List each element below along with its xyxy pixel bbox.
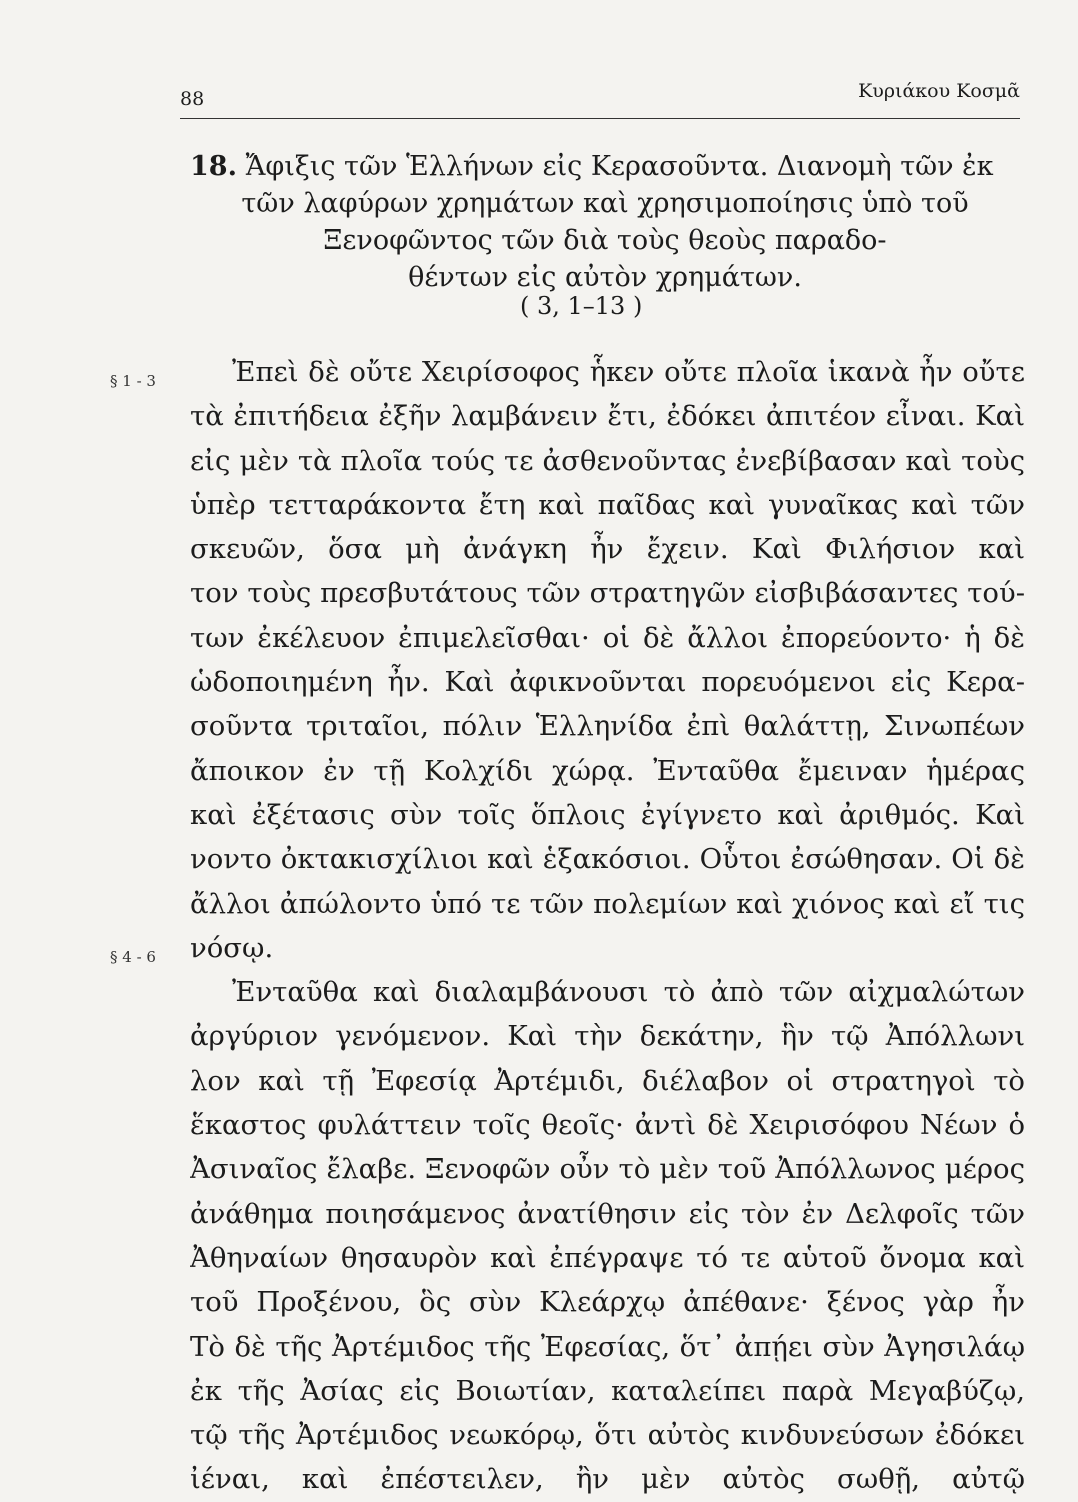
title-line: 18. Ἄφιξις τῶν Ἑλλήνων εἰς Κερασοῦντα. Διανομὴ τῶν ἐκ — [190, 151, 994, 182]
text-line: ἐκ τῆς Ἀσίας εἰς Βοιωτίαν, καταλείπει παρὰ Μεγαβύζῳ, — [190, 1374, 1025, 1407]
page-number: 88 — [180, 88, 205, 110]
title-line: τῶν λαφύρων χρημάτων καὶ χρησιμοποίησις ὑπὸ τοῦ — [241, 188, 969, 219]
text-line: των ἐκέλευον ἐπιμελεῖσθαι· οἱ δὲ ἄλλοι ἐπορεύοντο· ἡ δὲ — [190, 621, 1025, 654]
text-line: ἰέναι, καὶ ἐπέστειλεν, ἢν μὲν αὐτὸς σωθῇ, αὐτῷ — [190, 1463, 1025, 1496]
margin-reference: § 4 - 6 — [110, 948, 156, 966]
text-line: Ἐνταῦθα καὶ διαλαμβάνουσι τὸ ἀπὸ τῶν αἰχμαλώτων — [232, 976, 1025, 1009]
text-line: νόσῳ. — [190, 931, 274, 964]
text-line: ἀργύριον γενόμενον. Καὶ τὴν δεκάτην, ἣν τῷ Ἀπόλλωνι — [190, 1020, 1025, 1053]
text-line: ὡδοποιημένη ἦν. Καὶ ἀφικνοῦνται πορευόμενοι εἰς Κερα- — [190, 666, 1025, 699]
text-line: τοῦ Προξένου, ὃς σὺν Κλεάρχῳ ἀπέθανε· ξένος γὰρ ἦν — [190, 1286, 1025, 1319]
text-line: καὶ ἐξέτασις σὺν τοῖς ὅπλοις ἐγίγνετο καὶ ἀριθμός. Καὶ — [190, 798, 1025, 831]
section-title — [190, 148, 1020, 296]
text-line: σκευῶν, ὅσα μὴ ἀνάγκη ἦν ἔχειν. Καὶ Φιλήσιον καὶ — [190, 533, 1025, 566]
source-reference: ( 3, 1–13 ) — [520, 292, 643, 320]
text-line: τῷ τῆς Ἀρτέμιδος νεωκόρῳ, ὅτι αὐτὸς κινδυνεύσων ἐδόκει — [190, 1419, 1025, 1452]
text-line: εἰς μὲν τὰ πλοῖα τούς τε ἀσθενοῦντας ἐνεβίβασαν καὶ τοὺς — [190, 444, 1025, 477]
text-line: Ἀσιναῖος ἔλαβε. Ξενοφῶν οὖν τὸ μὲν τοῦ Ἀπόλλωνος μέρος — [190, 1153, 1025, 1186]
text-line: ἄποικον ἐν τῇ Κολχίδι χώρᾳ. Ἐνταῦθα ἔμειναν ἡμέρας — [190, 754, 1025, 787]
paragraph — [190, 970, 1025, 1502]
title-line: Ξενοφῶντος τῶν διὰ τοὺς θεοὺς παραδο- — [323, 225, 887, 256]
text-line: ἄλλοι ἀπώλοντο ὑπό τε τῶν πολεμίων καὶ χιόνος καὶ εἴ τις — [190, 887, 1025, 920]
text-line: τὰ ἐπιτήδεια ἐξῆν λαμβάνειν ἔτι, ἐδόκει ἀπιτέον εἶναι. Καὶ — [190, 400, 1025, 433]
text-line: σοῦντα τριταῖοι, πόλιν Ἑλληνίδα ἐπὶ θαλάττῃ, Σινωπέων — [190, 710, 1025, 743]
text-line: ἀνάθημα ποιησάμενος ἀνατίθησιν εἰς τὸν ἐν Δελφοῖς τῶν — [190, 1197, 1025, 1230]
text-line: Ἀθηναίων θησαυρὸν καὶ ἐπέγραψε τό τε αὑτοῦ ὄνομα καὶ — [190, 1241, 1025, 1274]
running-head: Κυριάκου Κοσμᾶ — [858, 80, 1020, 102]
text-line: λον καὶ τῇ Ἐφεσίᾳ Ἀρτέμιδι, διέλαβον οἱ στρατηγοὶ τὸ — [190, 1064, 1025, 1097]
margin-reference: § 1 - 3 — [110, 372, 156, 390]
section-number: 18. — [190, 151, 237, 182]
text-line: Τὸ δὲ τῆς Ἀρτέμιδος τῆς Ἐφεσίας, ὅτ᾽ ἀπῄει σὺν Ἀγησιλάῳ — [190, 1330, 1025, 1363]
page-header — [180, 78, 1020, 119]
text-line: ἕκαστος φυλάττειν τοῖς θεοῖς· ἀντὶ δὲ Χειρισόφου Νέων ὁ — [190, 1109, 1025, 1142]
text-line: ὑπὲρ τετταράκοντα ἔτη καὶ παῖδας καὶ γυναῖκας καὶ τῶν — [190, 488, 1025, 521]
text-line: Ἐπεὶ δὲ οὔτε Χειρίσοφος ἧκεν οὔτε πλοῖα ἱκανὰ ἦν οὔτε — [232, 356, 1025, 388]
body-text — [190, 350, 1025, 1502]
text-line: τον τοὺς πρεσβυτάτους τῶν στρατηγῶν εἰσβιβάσαντες τού- — [190, 577, 1025, 610]
paragraph — [190, 350, 1025, 970]
title-line: θέντων εἰς αὐτὸν χρημάτων. — [408, 262, 802, 293]
text-line: νοντο ὀκτακισχίλιοι καὶ ἑξακόσιοι. Οὗτοι ἐσώθησαν. Οἱ δὲ — [190, 843, 1025, 876]
